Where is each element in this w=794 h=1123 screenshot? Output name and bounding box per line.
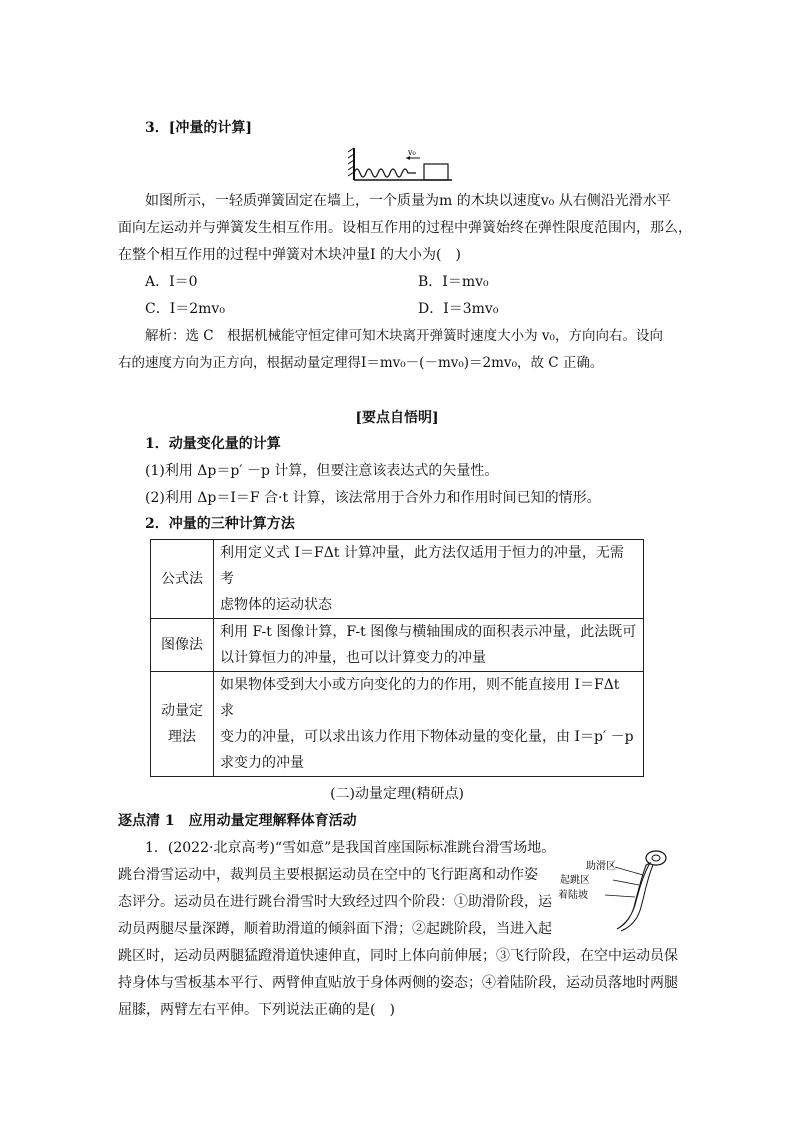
- label-landing-slope: 着陆坡: [558, 890, 588, 901]
- q3-analysis-line-1: 解析：选 C 根据机械能守恒定律可知木块离开弹簧时速度大小为 v₀，方向向右。设向: [145, 328, 663, 344]
- method-description: 利用 F-t 图像计算，F-t 图像与横轴围成的面积表示冲量，此法既可 以计算恒力的冲量，也可以计算变力的冲量: [214, 619, 644, 672]
- spring-block-figure: [348, 146, 458, 186]
- option-d: D．I＝3mv₀: [418, 301, 499, 317]
- ski-jump-figure: [555, 845, 675, 935]
- summary-point-2: 2．冲量的三种计算方法: [145, 516, 295, 532]
- method-description: 如果物体受到大小或方向变化的力的作用，则不能直接用 I＝FΔt 求 变力的冲量，可以求出该力作用下物体动量的变化量，由 I＝p′ －p 求变力的冲量: [214, 672, 644, 777]
- q1-line-3: 态评分。运动员在进行跳台滑雪时大致经过四个阶段：①助滑阶段，运: [118, 894, 552, 910]
- q1-line-7: 屈膝，两臂左右平伸。下列说法正确的是( ): [118, 1002, 395, 1018]
- jump-tower: [646, 851, 666, 865]
- point-1-title: 逐点清 1 应用动量定理解释体育活动: [118, 813, 357, 829]
- q3-stem-line-3: 在整个相互作用的过程中弹簧对木块冲量I 的大小为( ): [118, 247, 461, 263]
- option-b: B．I＝mv₀: [418, 274, 489, 290]
- q1-line-5: 跳区时，运动员两腿猛蹬滑道快速伸直，同时上体向前伸展；③飞行阶段，在空中运动员保: [118, 948, 678, 964]
- summary-title: [要点自悟明]: [355, 410, 439, 426]
- summary-point-1: 1．动量变化量的计算: [145, 436, 281, 452]
- q3-analysis-line-2: 右的速度方向为正方向，根据动量定理得I＝mv₀－(－mv₀)＝2mv₀，故 C 正确。: [118, 355, 604, 371]
- q1-line-6: 持身体与雪板基本平行、两臂伸直贴放于身体两侧的姿态；④着陆阶段，运动员落地时两腿: [118, 975, 678, 991]
- q3-stem-line-2: 面向左运动并与弹簧发生相互作用。设相互作用的过程中弹簧始终在弹性限度范围内，那么，: [118, 220, 692, 236]
- label-approach-zone: 助滑区: [586, 861, 616, 872]
- table-row: [151, 672, 644, 777]
- velocity-label: v₀: [408, 148, 416, 157]
- summary-point-1-item-1: (1)利用 Δp＝p′ －p 计算，但要注意该表达式的矢量性。: [145, 463, 499, 479]
- q1-line-1: 1．(2022·北京高考)“雪如意”是我国首座国际标准跳台滑雪场地。: [145, 840, 556, 856]
- label-takeoff-zone: 起跳区: [560, 875, 590, 886]
- method-description: 利用定义式 I＝FΔt 计算冲量，此方法仅适用于恒力的冲量，无需考 虑物体的运动状态: [214, 540, 644, 619]
- table-row: [151, 619, 644, 672]
- method-name: 公式法: [151, 540, 214, 619]
- summary-point-1-item-2: (2)利用 Δp＝I＝F 合·t 计算，该法常用于合外力和作用时间已知的情形。: [145, 490, 601, 506]
- method-name: 动量定 理法: [151, 672, 214, 777]
- method-name: 图像法: [151, 619, 214, 672]
- question-3-heading: 3．[冲量的计算]: [145, 120, 252, 136]
- wooden-block: [424, 164, 448, 180]
- section-2-title: (二)动量定理(精研点): [330, 786, 464, 802]
- table-row: [151, 540, 644, 619]
- q1-line-4: 动员两腿尽量深蹲，顺着助滑道的倾斜面下滑；②起跳阶段，当进入起: [118, 921, 552, 937]
- spring-coil: [354, 169, 416, 177]
- q3-stem-line-1: 如图所示，一轻质弹簧固定在墙上，一个质量为m 的木块以速度v₀ 从右侧沿光滑水平: [145, 193, 671, 209]
- impulse-methods-table: [150, 539, 644, 777]
- option-c: C．I＝2mv₀: [145, 301, 225, 317]
- option-a: A．I＝0: [145, 274, 198, 290]
- q1-line-2: 跳台滑雪运动中，裁判员主要根据运动员在空中的飞行距离和动作姿: [118, 867, 538, 883]
